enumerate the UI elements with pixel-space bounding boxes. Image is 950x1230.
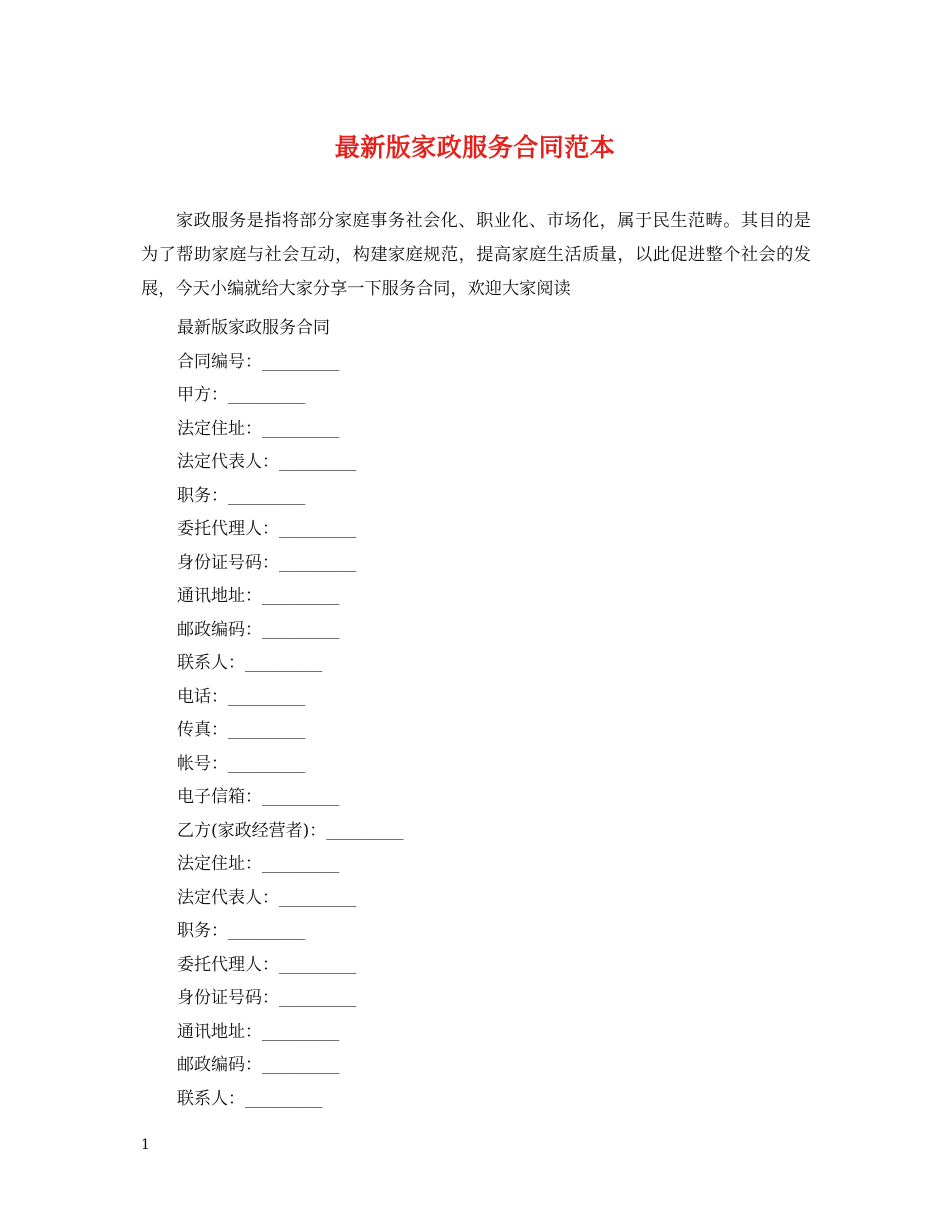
- line-blank: _________: [262, 855, 339, 873]
- contract-line: [177, 547, 811, 581]
- line-label: 法定住址：: [177, 854, 262, 874]
- contract-line: [177, 513, 811, 547]
- line-label: 最新版家政服务合同: [177, 318, 330, 338]
- contract-line: [177, 681, 811, 715]
- document-title: 最新版家政服务合同范本: [334, 133, 616, 162]
- line-label: 帐号：: [177, 753, 228, 774]
- line-label: 电子信箱：: [177, 787, 262, 807]
- contract-line: [177, 748, 811, 782]
- line-blank: _________: [262, 620, 339, 639]
- contract-line: [177, 580, 811, 614]
- line-label: 联系人：: [177, 653, 245, 673]
- contract-line: [177, 982, 811, 1016]
- line-label: 职务：: [177, 921, 228, 941]
- line-blank: _________: [262, 419, 339, 438]
- line-blank: _________: [228, 721, 305, 739]
- line-blank: _________: [326, 821, 404, 840]
- line-label: 传真：: [177, 720, 228, 740]
- line-blank: _________: [262, 352, 339, 371]
- line-blank: _________: [228, 386, 305, 404]
- contract-line: [177, 781, 811, 815]
- contract-line: [177, 379, 811, 413]
- contract-line: [177, 647, 811, 681]
- line-label: 联系人：: [177, 1088, 245, 1109]
- line-label: 职务：: [177, 485, 228, 506]
- line-label: 法定代表人：: [177, 887, 279, 908]
- contract-line: [177, 915, 811, 949]
- contract-line: [177, 714, 811, 748]
- line-label: 甲方：: [177, 385, 228, 405]
- line-blank: _________: [228, 486, 305, 505]
- intro-paragraph: 家政服务是指将部分家庭事务社会化、职业化、市场化，属于民生范畴。其目的是为了帮助家庭与社会互动，构建家庭规范，提高家庭生活质量，以此促进整个社会的发展，今天小编就给大家分享一下服务合同，欢迎大家阅读: [141, 211, 811, 299]
- line-label: 乙方(家政经营者)：: [177, 820, 327, 841]
- line-blank: _________: [279, 453, 356, 471]
- line-label: 委托代理人：: [177, 519, 279, 539]
- line-label: 身份证号码：: [177, 988, 279, 1008]
- line-label: 通讯地址：: [177, 586, 262, 606]
- line-blank: _________: [279, 989, 356, 1007]
- line-blank: _________: [262, 1022, 339, 1041]
- line-blank: _________: [228, 754, 305, 773]
- line-blank: _________: [262, 788, 339, 806]
- contract-line: [177, 1083, 811, 1117]
- line-label: 邮政编码：: [177, 1055, 262, 1075]
- line-blank: _________: [279, 888, 356, 907]
- line-label: 电话：: [177, 686, 228, 707]
- line-blank: _________: [279, 520, 356, 538]
- contract-line: [177, 446, 811, 480]
- contract-line: [177, 413, 811, 447]
- contract-line: [177, 1016, 811, 1050]
- contract-line: [177, 848, 811, 882]
- line-blank: _________: [228, 687, 305, 706]
- contract-line: [177, 346, 811, 380]
- line-label: 通讯地址：: [177, 1021, 262, 1042]
- line-blank: _________: [245, 654, 322, 672]
- line-blank: _________: [279, 553, 356, 572]
- line-blank: _________: [279, 955, 356, 974]
- contract-line: [177, 815, 811, 849]
- line-label: 身份证号码：: [177, 552, 279, 573]
- line-blank: _________: [245, 1089, 322, 1108]
- contract-line: [177, 1049, 811, 1083]
- line-blank: _________: [262, 1056, 339, 1074]
- line-label: 法定代表人：: [177, 452, 279, 472]
- line-blank: _________: [262, 587, 339, 605]
- line-label: 合同编号：: [177, 351, 262, 372]
- contract-line: [177, 949, 811, 983]
- line-label: 委托代理人：: [177, 954, 279, 975]
- contract-line: [177, 882, 811, 916]
- contract-field-list: [177, 312, 811, 1116]
- page-number: 1: [141, 1137, 150, 1153]
- line-blank: _________: [228, 922, 305, 940]
- contract-line: [177, 312, 811, 346]
- line-label: 法定住址：: [177, 418, 262, 439]
- line-label: 邮政编码：: [177, 619, 262, 640]
- contract-line: [177, 614, 811, 648]
- contract-line: [177, 480, 811, 514]
